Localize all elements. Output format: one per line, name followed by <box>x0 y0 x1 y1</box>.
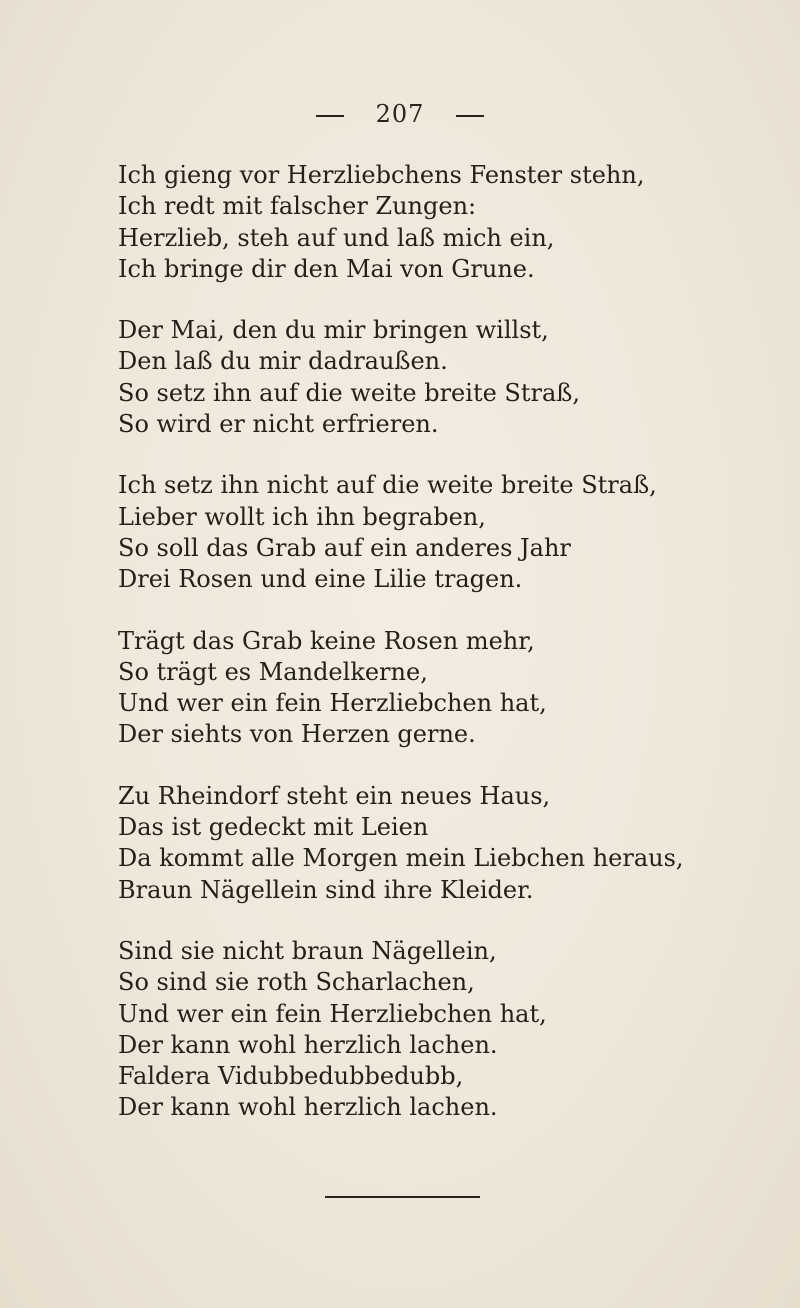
verse-line: Der Mai, den du mir bringen willst, <box>118 316 549 345</box>
verse-line: Der siehts von Herzen gerne. <box>118 720 476 749</box>
header-dash-right <box>456 115 484 117</box>
verse-line: Da kommt alle Morgen mein Liebchen heraus, <box>118 844 684 873</box>
verse-line: Zu Rheindorf steht ein neues Haus, <box>118 781 551 810</box>
verse-line: Ich redt mit falscher Zungen: <box>118 192 477 221</box>
verse-line: Drei Rosen und eine Lilie tragen. <box>118 565 523 594</box>
verse-line: So sind sie roth Scharlachen, <box>118 968 475 997</box>
verse-line: Der kann wohl herzlich lachen. <box>118 1093 498 1122</box>
verse-line: So wird er nicht erfrieren. <box>118 410 439 439</box>
poem <box>118 160 684 1154</box>
verse-line: Der kann wohl herzlich lachen. <box>118 1030 498 1059</box>
verse-line: Das ist gedeckt mit Leien <box>118 813 429 842</box>
verse-line: Braun Nägellein sind ihre Kleider. <box>118 875 534 904</box>
stanza-3 <box>118 470 678 595</box>
page-number: 207 <box>375 100 425 128</box>
verse-line: Herzlieb, steh auf und laß mich ein, <box>118 223 555 252</box>
stanza-6 <box>118 936 678 1124</box>
verse-line: Ich bringe dir den Mai von Grune. <box>118 254 535 283</box>
verse-line: Und wer ein fein Herzliebchen hat, <box>118 689 547 718</box>
stanza-2 <box>118 315 678 440</box>
end-rule-divider <box>325 1196 480 1198</box>
verse-line: Trägt das Grab keine Rosen mehr, <box>118 626 535 655</box>
page-header <box>0 100 800 128</box>
header-dash-left <box>316 115 344 117</box>
stanza-1 <box>118 160 678 285</box>
verse-line: Sind sie nicht braun Nägellein, <box>118 936 497 965</box>
verse-line: Und wer ein fein Herzliebchen hat, <box>118 999 547 1028</box>
verse-line: Ich gieng vor Herzliebchens Fenster stehn, <box>118 161 645 189</box>
stanza-4 <box>118 626 678 751</box>
stanza-5 <box>118 781 684 906</box>
verse-line: So setz ihn auf die weite breite Straß, <box>118 378 580 407</box>
verse-line: Den laß du mir dadraußen. <box>118 347 448 376</box>
verse-line: Lieber wollt ich ihn begraben, <box>118 502 486 531</box>
verse-line: So soll das Grab auf ein anderes Jahr <box>118 533 571 562</box>
verse-line: Faldera Vidubbedubbedubb, <box>118 1062 464 1091</box>
verse-line: So trägt es Mandelkerne, <box>118 657 428 686</box>
verse-line: Ich setz ihn nicht auf die weite breite Straß, <box>118 471 657 500</box>
